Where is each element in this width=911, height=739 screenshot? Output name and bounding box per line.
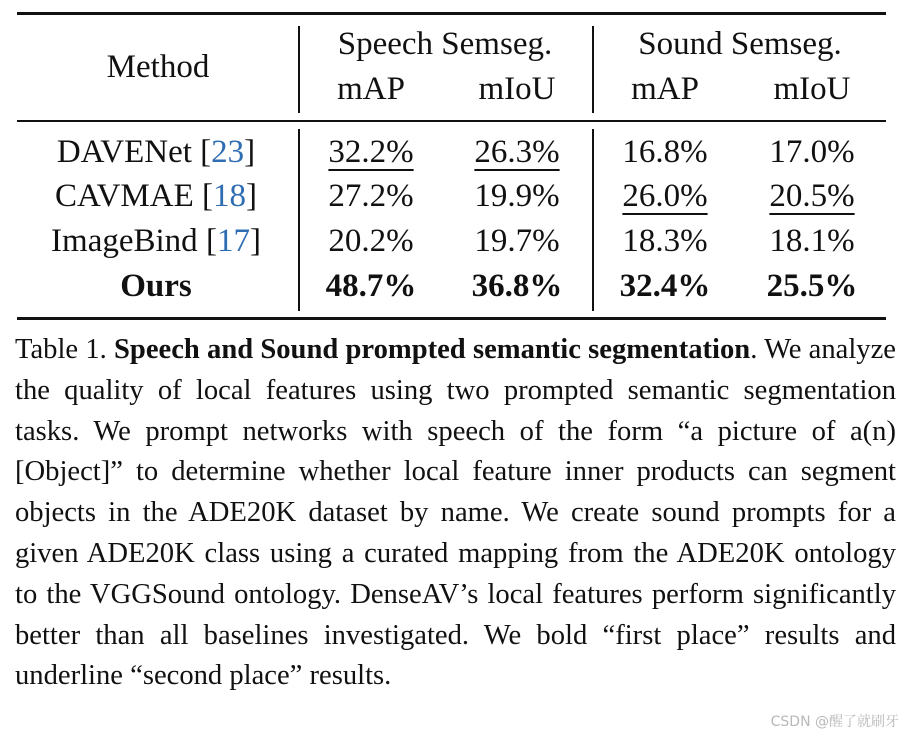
header-sound-miou: mIoU xyxy=(773,71,851,107)
header-separator-2 xyxy=(592,26,594,113)
table-row-method-imagebind: ImageBind [17] xyxy=(51,223,261,259)
header-method: Method xyxy=(106,49,210,85)
table-row-method-ours: Ours xyxy=(120,268,192,304)
table-cell-cavmae-sound-map: 26.0% xyxy=(622,178,708,214)
caption-body: We analyze the quality of local features using two prompted semantic segmentation tasks. We prompt networks with speech of the form “a picture of a(n) [Object]” to determine whether local feature inner products can segment objects in the ADE20K dataset by name. We create sound prompts for a given ADE20K class using a curated mapping from the ADE20K ontology to the VGGSound ontology. DenseAV’s local features perform significantly better than all baselines investigated. We bold “first place” results and underline “second place” results. xyxy=(15,334,896,692)
table-cell-ours-speech-miou: 36.8% xyxy=(471,268,563,304)
table-cell-ours-speech-map: 48.7% xyxy=(325,268,417,304)
body-separator-2 xyxy=(592,129,594,311)
csdn-watermark: CSDN @醒了就刷牙 xyxy=(770,714,899,730)
header-speech-map: mAP xyxy=(337,71,405,107)
header-sound-map: mAP xyxy=(631,71,699,107)
table-cell-davenet-sound-miou: 17.0% xyxy=(769,134,855,170)
table-cell-ours-sound-miou: 25.5% xyxy=(766,268,858,304)
table-cell-cavmae-speech-map: 27.2% xyxy=(328,178,414,214)
header-speech-semseg: Speech Semseg. xyxy=(337,26,553,62)
caption-title: Speech and Sound prompted semantic segmentation xyxy=(114,334,751,365)
table-cell-imagebind-sound-map: 18.3% xyxy=(622,223,708,259)
table-cell-imagebind-speech-miou: 19.7% xyxy=(474,223,560,259)
table-cell-imagebind-sound-miou: 18.1% xyxy=(769,223,855,259)
table-cell-cavmae-sound-miou: 20.5% xyxy=(769,178,855,214)
header-speech-miou: mIoU xyxy=(478,71,556,107)
table-cell-davenet-speech-map: 32.2% xyxy=(328,134,414,170)
header-sound-semseg: Sound Semseg. xyxy=(638,26,842,62)
table-top-rule xyxy=(17,12,886,15)
header-separator-1 xyxy=(298,26,300,113)
table-bottom-rule xyxy=(17,317,886,320)
table-row-method-davenet: DAVENet [23] xyxy=(56,134,256,170)
table-cell-imagebind-speech-map: 20.2% xyxy=(328,223,414,259)
table-caption: Table 1. Speech and Sound prompted semantic segmentation. We analyze the quality of local features using two prompted semantic segmentation tasks. We prompt networks with speech of the form “a picture of a(n) [Object]” to determine whether local feature inner products can segment objects in the ADE20K dataset by name. We create sound prompts for a given ADE20K class using a curated mapping from the ADE20K ontology to the VGGSound ontology. DenseAV’s local features perform significantly better than all baselines investigated. We bold “first place” results and underline “second place” results. xyxy=(15,334,896,692)
table-cell-cavmae-speech-miou: 19.9% xyxy=(474,178,560,214)
caption-label: Table 1. xyxy=(15,334,107,365)
table-cell-ours-sound-map: 32.4% xyxy=(619,268,711,304)
body-separator-1 xyxy=(298,129,300,311)
table-row-method-cavmae: CAVMAE [18] xyxy=(54,178,257,214)
table-cell-davenet-sound-map: 16.8% xyxy=(622,134,708,170)
table-header-rule xyxy=(17,120,886,122)
table-cell-davenet-speech-miou: 26.3% xyxy=(474,134,560,170)
